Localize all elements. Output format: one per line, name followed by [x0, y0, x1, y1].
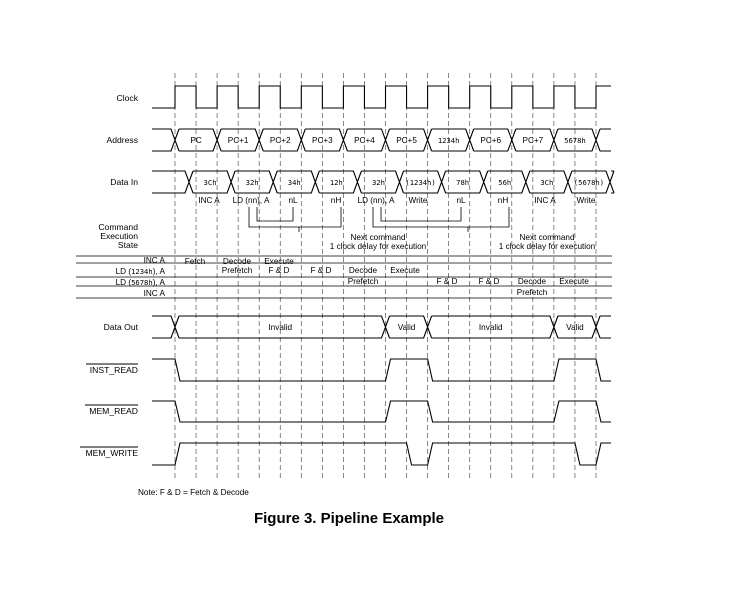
next-command-note: Next command [350, 233, 406, 242]
address-value: PC+6 [480, 136, 502, 145]
stage-execute: Execute [390, 266, 420, 275]
command-label-2: Execution [100, 231, 138, 241]
address-value: PC+7 [522, 136, 544, 145]
instruction-labels [198, 196, 596, 205]
instr-label: LD (nn), A [232, 196, 270, 205]
stage-prefetch: Prefetch [347, 277, 379, 286]
pipeline-row-label: INC A [143, 289, 165, 298]
bracket [257, 207, 293, 221]
address-value: PC+4 [354, 136, 375, 145]
data-in-value: 78h [456, 178, 470, 187]
pipeline-state-table [76, 256, 612, 298]
stage-decode: Decode [348, 266, 378, 275]
instr-label: nH [497, 196, 509, 205]
data-out-label: Data Out [103, 322, 138, 332]
stage-decode: Decode [517, 277, 547, 286]
stage-fd: F & D [478, 277, 500, 286]
data-in-value: 56h [498, 178, 512, 187]
instr-label: nL [456, 196, 466, 205]
address-value: PC+1 [227, 136, 249, 145]
stage-prefetch: Prefetch [516, 288, 548, 297]
footnote: Note: F & D = Fetch & Decode [138, 488, 249, 497]
address-bus [152, 129, 611, 151]
address-value: PC+3 [311, 136, 333, 145]
data-in-value: (5678h) [573, 178, 605, 187]
data-out-value: Valid [566, 323, 584, 332]
instr-label: INC A [198, 196, 220, 205]
command-label-3: State [117, 240, 138, 250]
data-in-value: 32h [371, 178, 385, 187]
stage-execute: Execute [264, 257, 294, 266]
bracket [373, 207, 509, 227]
stage-fd: F & D [310, 266, 332, 275]
mem-write-waveform [152, 443, 611, 465]
mem-write-label: MEM_WRITE [85, 448, 138, 458]
instr-label: Write [576, 196, 596, 205]
data-out-value: Invalid [478, 323, 503, 332]
mem-read-label: MEM_READ [89, 406, 138, 416]
inst-read-waveform [152, 359, 611, 381]
data-in-value: 34h [287, 178, 301, 187]
next-command-note: Next command [519, 233, 575, 242]
pipeline-row-label: LD (5678h), A [115, 278, 165, 287]
pipeline-row-label: LD (1234h), A [115, 267, 165, 276]
data-out-value: Valid [397, 323, 416, 332]
data-in-value: 32h [245, 178, 259, 187]
stage-prefetch: Prefetch [221, 266, 253, 275]
data-out-bus [152, 316, 611, 338]
data-in-value: 12h [329, 178, 343, 187]
address-value: 5678h [564, 136, 586, 145]
data-in-label: Data In [110, 177, 138, 187]
next-command-delay-note: 1 clock delay for execution [329, 242, 427, 251]
stage-fetch: Fetch [184, 257, 206, 266]
address-label: Address [106, 135, 138, 145]
data-in-value: 3Ch [540, 178, 554, 187]
next-command-notes [330, 233, 596, 251]
data-in-value: (1234h) [405, 178, 436, 187]
instr-label: Write [408, 196, 428, 205]
data-out-waveform [152, 316, 611, 338]
instr-label: INC A [534, 196, 556, 205]
address-value: PC+2 [269, 136, 291, 145]
data-in-bus [152, 171, 614, 193]
stage-decode: Decode [222, 257, 252, 266]
clock-label: Clock [116, 93, 138, 103]
stage-execute: Execute [559, 277, 589, 286]
data-out-value: Invalid [268, 323, 293, 332]
command-label-1: Command [98, 222, 138, 232]
next-command-delay-note: 1 clock delay for execution [498, 242, 596, 251]
stage-fd: F & D [268, 266, 290, 275]
address-value: 1234h [437, 136, 460, 145]
clock-waveform [152, 86, 611, 108]
bracket [249, 207, 341, 227]
clock-edge-guides [175, 73, 596, 478]
inst-read-label: INST_READ [89, 365, 138, 375]
stage-fd: F & D [436, 277, 458, 286]
instr-label: LD (nn), A [357, 196, 395, 205]
instr-label: nH [330, 196, 342, 205]
address-value: PC [190, 136, 202, 145]
pipeline-row-label: INC A [143, 256, 165, 265]
instr-label: nL [288, 196, 298, 205]
figure-caption: Figure 3. Pipeline Example [253, 510, 445, 527]
address-value: PC+5 [396, 136, 417, 145]
mem-read-waveform [152, 401, 611, 422]
data-in-value: 3Ch [203, 178, 217, 187]
